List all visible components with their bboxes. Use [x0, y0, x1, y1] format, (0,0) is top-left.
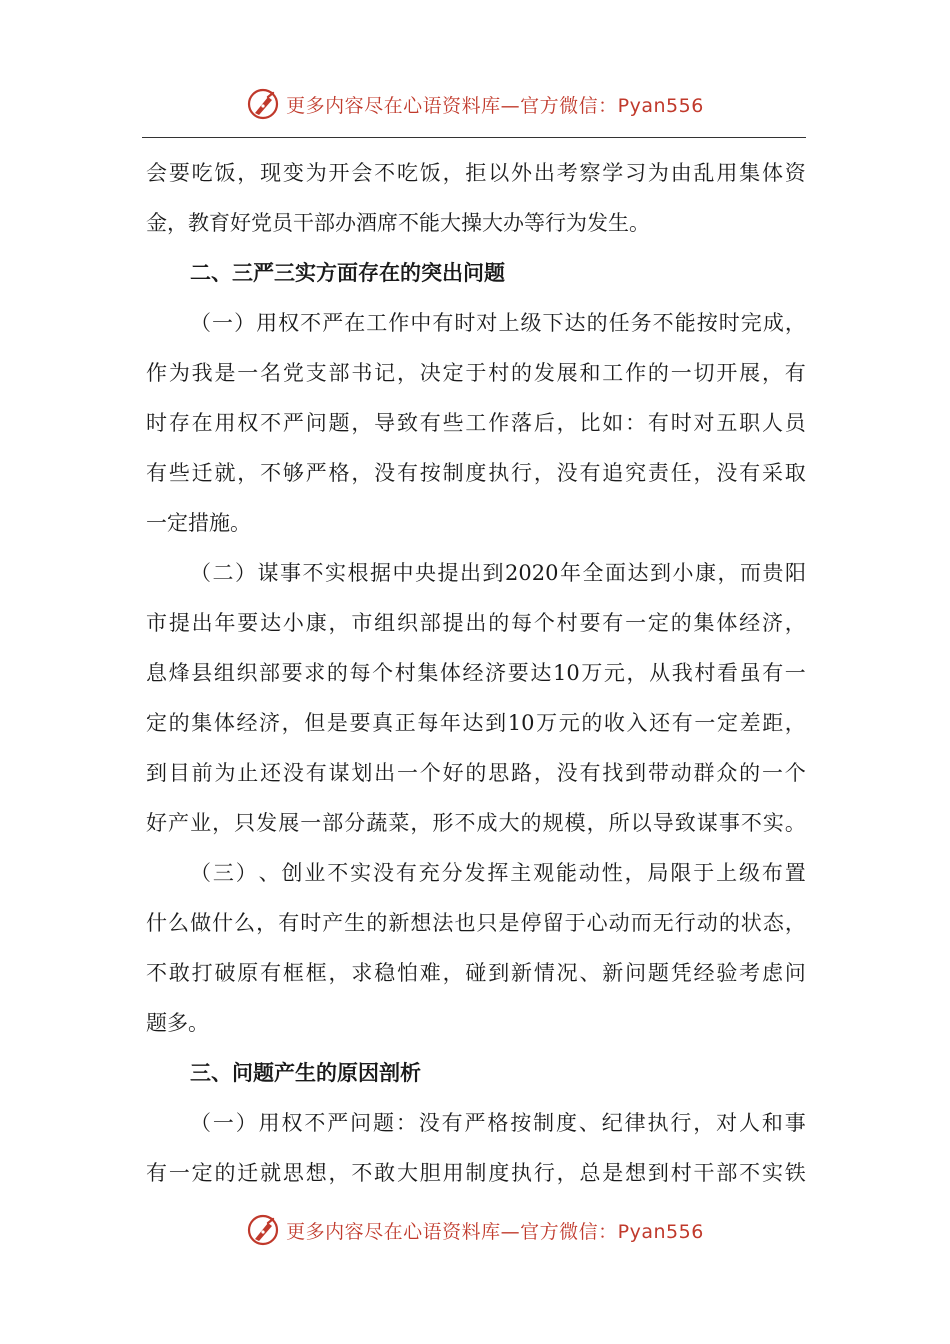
- watermark-text: 更多内容尽在心语资料库—官方微信：Pyan556: [286, 1220, 704, 1243]
- paragraph-line: 一定措施。: [146, 511, 251, 535]
- paragraph-line: 有 一 定 的 迁 就 思 想 ， 不 敢 大 胆 用 制 度 执 行 ， 总 是 想 到 村 干 部 不 实 铁: [146, 1161, 806, 1185]
- paragraph-line: 作 为 我 是 一 名 党 支 部 书 记 ， 决 定 于 村 的 发 展 和 工 作 的 一 切 开 展 ， 有: [146, 361, 806, 385]
- paragraph-line: 金，教育好党员干部办酒席不能大操大办等行为发生。: [146, 211, 650, 235]
- paragraph-line: （ 二 ） 谋 事 不 实 根 据 中 央 提 出 到 2020 年 全 面 达 到 小 康 ， 而 贵 阳: [190, 561, 806, 585]
- watermark-footer: [0, 1210, 950, 1250]
- paragraph-line: 什 么 做 什 么 ， 有 时 产 生 的 新 想 法 也 只 是 停 留 于 心 动 而 无 行 动 的 状 态 ，: [146, 911, 806, 935]
- paragraph-line: 息 烽 县 组 织 部 要 求 的 每 个 村 集 体 经 济 要 达 10 万 元 ， 从 我 村 看 虽 有 一: [146, 661, 806, 685]
- paragraph-line: 不 敢 打 破 原 有 框 框 ， 求 稳 怕 难 ， 碰 到 新 情 况 、 新 问 题 凭 经 验 考 虑 问: [146, 961, 806, 985]
- paragraph-line: 时 存 在 用 权 不 严 问 题 ， 导 致 有 些 工 作 落 后 ， 比 如 ： 有 时 对 五 职 人 员: [146, 411, 806, 435]
- paragraph-line: 定 的 集 体 经 济 ， 但 是 要 真 正 每 年 达 到 10 万 元 的 收 入 还 有 一 定 差 距 ，: [146, 711, 806, 735]
- document-body: [146, 148, 806, 1198]
- paragraph-line: （ 三 ） 、 创 业 不 实 没 有 充 分 发 挥 主 观 能 动 性 ， 局 限 于 上 级 布 置: [190, 861, 806, 885]
- section-heading: 三、问题产生的原因剖析: [190, 1061, 421, 1085]
- paragraph-line: （ 一 ） 用 权 不 严 在 工 作 中 有 时 对 上 级 下 达 的 任 务 不 能 按 时 完 成 ，: [190, 311, 806, 335]
- header-divider: [142, 137, 806, 138]
- paragraph-line: 到 目 前 为 止 还 没 有 谋 划 出 一 个 好 的 思 路 ， 没 有 找 到 带 动 群 众 的 一 个: [146, 761, 806, 785]
- pen-nib-circle-icon: [246, 87, 280, 121]
- watermark-text: 更多内容尽在心语资料库—官方微信：Pyan556: [286, 94, 704, 117]
- paragraph-line: 题多。: [146, 1011, 209, 1035]
- paragraph-line: 有 些 迁 就 ， 不 够 严 格 ， 没 有 按 制 度 执 行 ， 没 有 追 究 责 任 ， 没 有 采 取: [146, 461, 806, 485]
- paragraph-line: 好 产 业 ， 只 发 展 一 部 分 蔬 菜 ， 形 不 成 大 的 规 模 ， 所 以 导 致 谋 事 不 实 。: [146, 811, 806, 835]
- pen-nib-circle-icon: [246, 1213, 280, 1247]
- section-heading: 二、三严三实方面存在的突出问题: [190, 261, 505, 285]
- paragraph-line: 会 要 吃 饭 ， 现 变 为 开 会 不 吃 饭 ， 拒 以 外 出 考 察 学 习 为 由 乱 用 集 体 资: [146, 161, 806, 185]
- paragraph-line: （ 一 ） 用 权 不 严 问 题 ： 没 有 严 格 按 制 度 、 纪 律 执 行 ， 对 人 和 事: [190, 1111, 806, 1135]
- watermark-header: [0, 84, 950, 124]
- paragraph-line: 市 提 出 年 要 达 小 康 ， 市 组 织 部 提 出 的 每 个 村 要 有 一 定 的 集 体 经 济 ，: [146, 611, 806, 635]
